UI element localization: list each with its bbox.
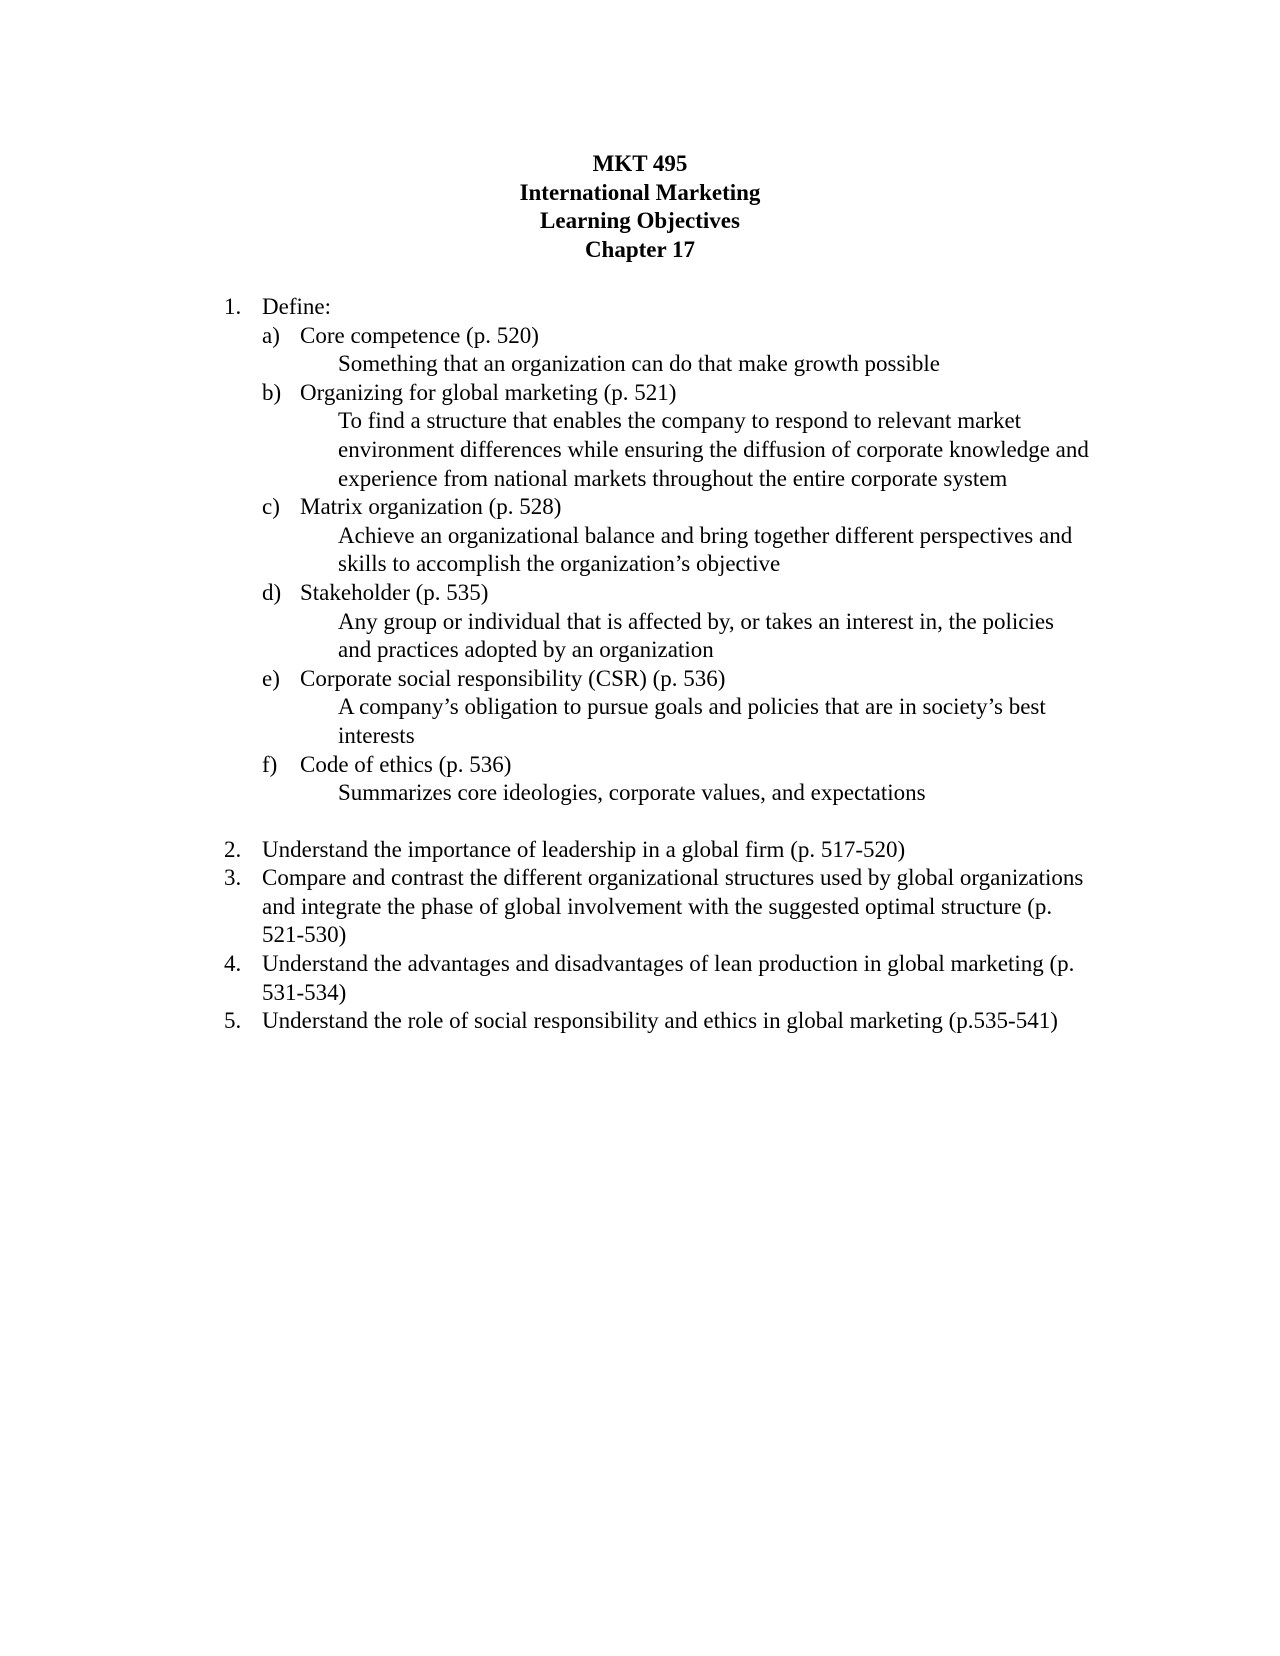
document-type: Learning Objectives [540, 208, 740, 234]
term-letter: e) [262, 665, 280, 691]
course-code: MKT 495 [592, 151, 688, 176]
objective-number: 3. [224, 865, 242, 891]
term-definition: Any group or individual that is affected by, or takes an interest in, the policies and practices adopted by an organization [338, 608, 1055, 663]
term-name: Matrix organization (p. 528) [300, 494, 562, 520]
term-name: Organizing for global marketing (p. 521) [300, 379, 677, 405]
term-definition: Summarizes core ideologies, corporate values, and expectations [338, 780, 926, 806]
term-name: Core competence (p. 520) [300, 322, 539, 348]
term-name: Code of ethics (p. 536) [300, 751, 512, 777]
chapter-title: Chapter 17 [584, 236, 696, 262]
term-letter: a) [262, 322, 280, 348]
objective-item [0, 864, 1088, 950]
term-item [0, 322, 1088, 351]
objective-text: Understand the importance of leadership in a global firm (p. 517-520) [262, 836, 906, 862]
term-letter: d) [262, 579, 282, 605]
term-letter: c) [262, 494, 280, 520]
term-letter: b) [262, 379, 282, 405]
objective-text: Understand the role of social responsibility and ethics in global marketing (p.535-541) [262, 1008, 1058, 1034]
term-item [0, 379, 1088, 408]
objective-item [0, 293, 1088, 322]
term-definition: Achieve an organizational balance and bring together different perspectives and skills to accomplish the organization’s objective [338, 522, 1073, 577]
spacer [0, 808, 1280, 836]
term-item [0, 493, 1088, 522]
term-item [0, 579, 1088, 608]
objective-text: Understand the advantages and disadvantages of lean production in global marketing (p. 531-534) [262, 951, 1075, 1005]
term-name: Corporate social responsibility (CSR) (p. 536) [300, 665, 726, 691]
objective-number: 5. [224, 1008, 242, 1034]
objective-number: 1. [224, 294, 242, 319]
objective-item [0, 1007, 1088, 1036]
course-subject: International Marketing [519, 179, 761, 205]
objective-item [0, 836, 1088, 865]
term-name: Stakeholder (p. 535) [300, 579, 489, 605]
term-letter: f) [262, 751, 278, 777]
objective-number: 2. [224, 836, 242, 862]
document-header [0, 150, 1280, 264]
objective-text: Compare and contrast the different organizational structures used by global organizations and integrate the phase of global involvement with the suggested optimal structure (p. 521-530) [262, 865, 1084, 948]
objective-text: Define: [262, 294, 331, 319]
term-item [0, 665, 1088, 694]
term-definition: To find a structure that enables the company to respond to relevant market environment differences while ensuring the diffusion of corporate knowledge and experience from national markets throughout the entire corporate system [338, 408, 1089, 491]
term-definition: Something that an organization can do that make growth possible [338, 351, 940, 377]
objectives-list [0, 293, 1280, 1036]
term-definition: A company’s obligation to pursue goals and policies that are in society’s best interests [338, 694, 1046, 748]
objective-item [0, 950, 1088, 1007]
term-item [0, 751, 1088, 780]
objective-number: 4. [224, 951, 242, 977]
